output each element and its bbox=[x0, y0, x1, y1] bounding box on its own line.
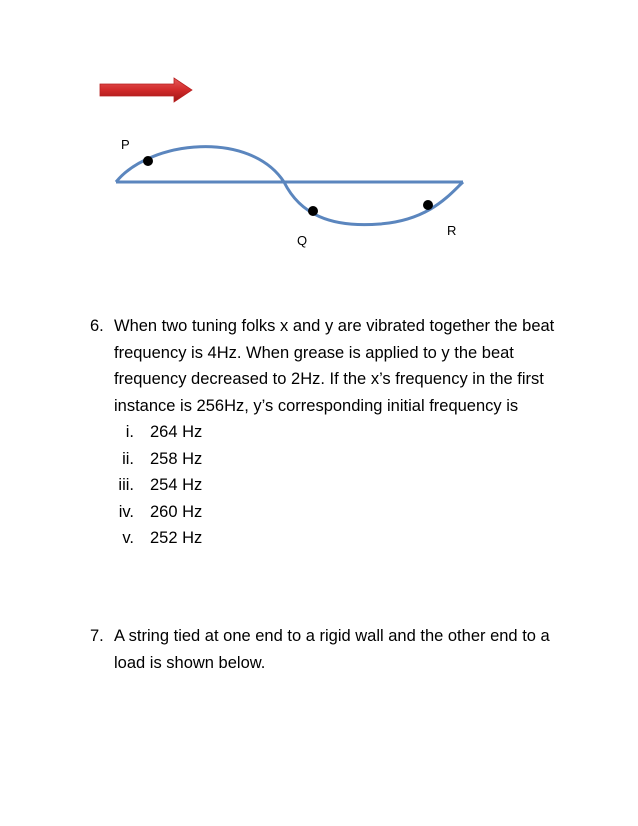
option-number: v. bbox=[122, 529, 134, 547]
point-q-label: Q bbox=[297, 233, 308, 248]
option-number: iv. bbox=[118, 502, 134, 521]
question-7-number: 7. bbox=[90, 627, 104, 645]
wave-diagram bbox=[0, 0, 638, 300]
point-q-marker bbox=[308, 206, 318, 216]
point-r-marker bbox=[423, 200, 433, 210]
option-text: 260 Hz bbox=[150, 502, 203, 521]
option-iv bbox=[90, 499, 590, 526]
direction-arrow bbox=[100, 78, 192, 102]
question-6-number: 6. bbox=[90, 317, 104, 335]
question-6 bbox=[90, 313, 590, 552]
wave-curve bbox=[116, 147, 463, 225]
question-6-options bbox=[90, 419, 590, 552]
question-7-text: A string tied at one end to a rigid wall and the other end to a load is shown below. bbox=[114, 627, 550, 672]
option-text: 264 Hz bbox=[150, 423, 203, 441]
option-ii bbox=[90, 446, 590, 473]
point-r-label: R bbox=[447, 223, 457, 238]
question-6-text: When two tuning folks x and y are vibrated together the beat frequency is 4Hz. When grease is applied to y the beat frequency decreased to 2Hz. If the x’s frequency in the first instance is 256Hz, y’s corresponding initial frequency is bbox=[114, 317, 555, 415]
option-i bbox=[90, 419, 590, 446]
question-7 bbox=[90, 623, 570, 676]
option-iii bbox=[90, 472, 590, 499]
option-number: ii. bbox=[122, 449, 134, 468]
point-p-label: P bbox=[121, 137, 130, 152]
option-text: 254 Hz bbox=[150, 476, 203, 494]
option-text: 252 Hz bbox=[150, 529, 203, 547]
option-number: iii. bbox=[118, 476, 134, 494]
point-p-marker bbox=[143, 156, 153, 166]
option-text: 258 Hz bbox=[150, 449, 203, 468]
option-number: i. bbox=[125, 423, 134, 441]
option-v bbox=[90, 525, 590, 552]
